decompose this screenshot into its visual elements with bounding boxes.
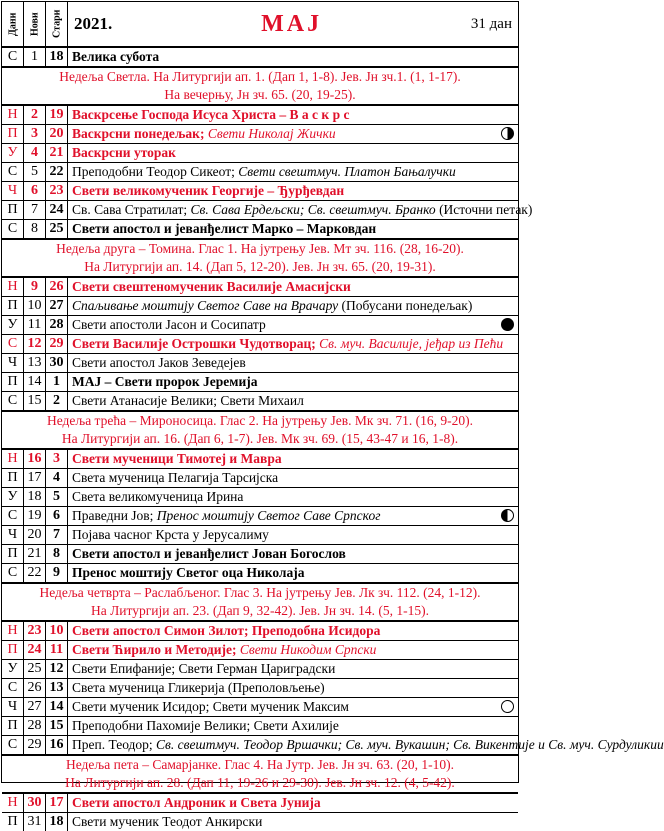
weekday-cell: Н [2, 106, 24, 124]
weekday-cell: С [2, 220, 24, 238]
day-row [2, 506, 518, 525]
feast-text [68, 794, 518, 812]
day-row [2, 200, 533, 219]
feast-text [68, 163, 518, 181]
feast-text [68, 813, 518, 831]
month-title: МАЈ [261, 10, 323, 37]
day-row [2, 678, 518, 697]
day-row [2, 622, 518, 640]
new-date-cell: 2 [24, 106, 46, 124]
weekday-cell: С [2, 564, 24, 582]
feast-text [68, 507, 518, 525]
feast-main: Света мученица Пелагија Тарсијска [72, 470, 279, 485]
feast-text [68, 182, 518, 200]
feast-main: Свети мученик Исидор; Свети мученик Максим [72, 699, 349, 714]
weekday-cell: С [2, 507, 24, 525]
feast-main: Свети великомученик Георгије – Ђурђевдан [72, 183, 345, 198]
weekday-cell: Ч [2, 526, 24, 544]
old-date-cell: 24 [46, 201, 68, 219]
old-date-cell: 30 [46, 354, 68, 372]
feast-main: Праведни Јов; [72, 508, 157, 523]
last-quarter-moon-icon [501, 127, 514, 140]
weekday-cell: П [2, 373, 24, 391]
new-date-cell: 30 [24, 794, 46, 812]
new-date-cell: 24 [24, 641, 46, 659]
new-date-cell: 16 [24, 450, 46, 468]
weekday-cell: П [2, 641, 24, 659]
weekday-cell: С [2, 48, 24, 66]
day-row [2, 468, 518, 487]
day-row [2, 334, 518, 353]
weekday-cell: Н [2, 450, 24, 468]
feast-secondary: Св. свештмуч. Теодор Вршачки; Св. муч. Вукашин; Св. Викентије и Св. муч. Сурдуликии [156, 737, 664, 752]
old-date-cell: 21 [46, 144, 68, 162]
weekday-cell: Ч [2, 354, 24, 372]
feast-text [68, 526, 518, 544]
feast-main: Свети апостол и јеванђелист Јован Богослов [72, 546, 346, 561]
feast-text [68, 144, 518, 162]
feast-secondary: Пренос моштију Светог Саве Српског [156, 508, 381, 523]
feast-text [68, 373, 518, 391]
note-line: На Литургији ап. 23. (Дап 9, 32-42). Јев. Јн зч. 14. (5, 1-15). [91, 603, 429, 618]
day-row [2, 450, 518, 468]
day-row [2, 659, 518, 678]
old-date-cell: 13 [46, 679, 68, 697]
day-row [2, 315, 518, 334]
feast-text [68, 48, 518, 66]
sunday-reading-note [2, 66, 518, 106]
feast-main: Свети Василије Острошки Чудотворац; [72, 336, 320, 351]
feast-text [68, 354, 518, 372]
old-date-cell: 7 [46, 526, 68, 544]
feast-main: Свети апостол Симон Зилот; Преподобна Исидора [72, 623, 381, 638]
old-date-cell: 16 [46, 736, 68, 754]
days-column-label: Дани [7, 12, 19, 36]
new-date-cell: 26 [24, 679, 46, 697]
feast-main: Св. Сава Стратилат; [72, 202, 191, 217]
new-date-cell: 3 [24, 125, 46, 143]
old-style-column-label: Стари [51, 9, 63, 39]
weekday-cell: П [2, 469, 24, 487]
old-date-cell: 27 [46, 297, 68, 315]
day-row [2, 48, 518, 66]
day-row [2, 697, 518, 716]
day-row [2, 162, 518, 181]
day-row [2, 181, 518, 200]
feast-text [68, 106, 518, 124]
feast-main: Спаљивање моштију Светог Саве на Врачару [72, 298, 339, 313]
day-row [2, 544, 518, 563]
new-date-cell: 12 [24, 335, 46, 353]
feast-main: Преп. Теодор; [72, 737, 157, 752]
weekday-cell: Ч [2, 698, 24, 716]
feast-secondary: Свети свештмуч. Платон Бањалучки [238, 164, 456, 179]
note-line: Недеља трећа – Мироносица. Глас 2. На јутрењу Јев. Мк зч. 71. (16, 9-20). [46, 413, 474, 428]
feast-text [68, 220, 518, 238]
note-line: Недеља пета – Самарјанке. Глас 4. На Јутр. Јев. Јн зч. 63. (20, 1-10). [65, 757, 454, 772]
new-date-cell: 8 [24, 220, 46, 238]
feast-main: Преподобни Теодор Сикеот; [72, 164, 239, 179]
feast-secondary: Свети Николај Жички [207, 126, 336, 141]
note-line: Недеља друга – Томина. Глас 1. На јутрењу Јев. Мт зч. 116. (28, 16-20). [56, 241, 464, 256]
feast-main: Света мученица Гликерија (Преполовљење) [72, 680, 325, 695]
old-date-cell: 1 [46, 373, 68, 391]
note-line: На Литургији ап. 28. (Дап 11, 19-26 и 29-30). Јев. Јн зч. 12. (4, 5-42). [65, 775, 455, 790]
new-style-column-label: Нови [29, 12, 41, 36]
new-date-cell: 14 [24, 373, 46, 391]
note-line: На Литургији ап. 16. (Дап 6, 1-7). Јев. Мк зч. 69. (15, 43-47 и 16, 1-8). [61, 431, 459, 446]
old-date-cell: 23 [46, 182, 68, 200]
day-count: 31 дан [470, 15, 512, 32]
old-date-cell: 10 [46, 622, 68, 640]
weekday-cell: Н [2, 794, 24, 812]
new-date-cell: 6 [24, 182, 46, 200]
weekday-cell: Н [2, 622, 24, 640]
old-date-cell: 15 [46, 717, 68, 735]
day-row [2, 106, 518, 124]
old-date-cell: 22 [46, 163, 68, 181]
day-row [2, 525, 518, 544]
feast-text [68, 488, 518, 506]
old-date-cell: 18 [46, 813, 68, 831]
sunday-reading-note [2, 754, 518, 794]
note-line: Недеља Светла. На Литургији ап. 1. (Дап 1, 1-8). Јев. Јн зч.1. (1, 1-17). [59, 69, 461, 84]
day-row [2, 794, 518, 812]
weekday-cell: С [2, 392, 24, 410]
feast-text [68, 545, 518, 563]
old-date-cell: 11 [46, 641, 68, 659]
new-date-cell: 15 [24, 392, 46, 410]
feast-main: Васкрсни понедељак; [72, 126, 208, 141]
feast-main: Свети апостоли Јасон и Сосипатр [72, 317, 266, 332]
feast-text [68, 450, 518, 468]
weekday-cell: П [2, 545, 24, 563]
feast-note: (Источни петак) [435, 202, 533, 217]
weekday-cell: П [2, 813, 24, 831]
old-date-cell: 4 [46, 469, 68, 487]
calendar-body [2, 48, 664, 831]
feast-note: (Побусани понедељак) [338, 298, 473, 313]
day-row [2, 716, 518, 735]
new-date-cell: 29 [24, 736, 46, 754]
day-row [2, 812, 518, 831]
new-date-cell: 4 [24, 144, 46, 162]
day-row [2, 372, 518, 391]
note-line: На Литургији ап. 14. (Дап 5, 12-20). Јев. Јн зч. 65. (20, 19-31). [84, 259, 436, 274]
new-date-cell: 28 [24, 717, 46, 735]
new-date-cell: 13 [24, 354, 46, 372]
year-label: 2021. [74, 14, 113, 33]
first-quarter-moon-icon [501, 509, 514, 522]
old-date-cell: 6 [46, 507, 68, 525]
new-moon-icon [501, 318, 514, 331]
feast-secondary: Св. муч. Василије, јеђар из Пећи [319, 336, 504, 351]
new-date-cell: 23 [24, 622, 46, 640]
new-date-cell: 27 [24, 698, 46, 716]
feast-text [68, 201, 532, 219]
new-date-cell: 17 [24, 469, 46, 487]
day-row [2, 219, 518, 238]
new-date-cell: 20 [24, 526, 46, 544]
feast-main: Пренос моштију Светог оца Николаја [72, 565, 305, 580]
feast-text [68, 564, 518, 582]
feast-main: Свети мученик Теодот Анкирски [72, 814, 263, 829]
weekday-cell: П [2, 297, 24, 315]
feast-secondary: Св. Сава Ердељски; Св. свештмуч. Бранко [190, 202, 436, 217]
full-moon-icon [501, 700, 514, 713]
new-date-cell: 7 [24, 201, 46, 219]
new-date-cell: 21 [24, 545, 46, 563]
feast-main: Свети апостол и јеванђелист Марко – Марковдан [72, 221, 377, 236]
weekday-cell: У [2, 660, 24, 678]
new-date-cell: 10 [24, 297, 46, 315]
feast-main: Свети апостол Андроник и Света Јунија [72, 795, 321, 810]
feast-main: Свети Епифаније; Свети Герман Цариградски [72, 661, 336, 676]
old-date-cell: 26 [46, 278, 68, 296]
feast-text [68, 297, 518, 315]
calendar-page [1, 1, 664, 829]
day-row [2, 563, 518, 582]
old-date-cell: 18 [46, 48, 68, 66]
note-line: Недеља четврта – Раслабљеног. Глас 3. На јутрењу Јев. Лк зч. 112. (24, 1-12). [39, 585, 481, 600]
calendar-header [2, 2, 518, 48]
old-date-cell: 20 [46, 125, 68, 143]
col-days-header [2, 2, 24, 46]
weekday-cell: С [2, 679, 24, 697]
feast-text [68, 736, 664, 754]
day-row [2, 124, 518, 143]
feast-text [68, 717, 518, 735]
weekday-cell: У [2, 144, 24, 162]
feast-main: Свети апостол Јаков Зеведејев [72, 355, 246, 370]
day-row [2, 296, 518, 315]
old-date-cell: 9 [46, 564, 68, 582]
feast-text [68, 698, 518, 716]
feast-text [68, 316, 518, 334]
day-row [2, 640, 518, 659]
col-new-header [24, 2, 46, 46]
old-date-cell: 19 [46, 106, 68, 124]
new-date-cell: 11 [24, 316, 46, 334]
weekday-cell: С [2, 335, 24, 353]
weekday-cell: П [2, 717, 24, 735]
new-date-cell: 22 [24, 564, 46, 582]
feast-text [68, 469, 518, 487]
col-old-header [46, 2, 68, 46]
weekday-cell: Ч [2, 182, 24, 200]
new-date-cell: 1 [24, 48, 46, 66]
old-date-cell: 17 [46, 794, 68, 812]
weekday-cell: У [2, 488, 24, 506]
new-date-cell: 9 [24, 278, 46, 296]
header-title-area [68, 2, 518, 46]
feast-main: Велика субота [72, 49, 160, 64]
weekday-cell: Н [2, 278, 24, 296]
day-row [2, 487, 518, 506]
day-row [2, 143, 518, 162]
feast-text [68, 278, 518, 296]
feast-text [68, 125, 518, 143]
new-date-cell: 18 [24, 488, 46, 506]
sunday-reading-note [2, 410, 518, 450]
day-row [2, 391, 518, 410]
feast-secondary: Свети Никодим Српски [239, 642, 377, 657]
feast-main: Свети Атанасије Велики; Свети Михаил [72, 393, 304, 408]
old-date-cell: 29 [46, 335, 68, 353]
note-line: На вечерњу, Јн зч. 65. (20, 19-25). [164, 87, 356, 102]
feast-text [68, 392, 518, 410]
old-date-cell: 2 [46, 392, 68, 410]
new-date-cell: 5 [24, 163, 46, 181]
old-date-cell: 28 [46, 316, 68, 334]
feast-text [68, 679, 518, 697]
weekday-cell: П [2, 201, 24, 219]
feast-text [68, 622, 518, 640]
old-date-cell: 14 [46, 698, 68, 716]
feast-main: Света великомученица Ирина [72, 489, 244, 504]
weekday-cell: У [2, 316, 24, 334]
sunday-reading-note [2, 582, 518, 622]
feast-text [68, 660, 518, 678]
feast-main: Васкрсење Господа Исуса Христа – В а с к р с [72, 107, 350, 122]
day-row [2, 353, 518, 372]
day-row [2, 735, 664, 754]
old-date-cell: 3 [46, 450, 68, 468]
weekday-cell: С [2, 736, 24, 754]
old-date-cell: 5 [46, 488, 68, 506]
feast-main: Свети мученици Тимотеј и Мавра [72, 451, 282, 466]
feast-main: Свети Ћирило и Методије; [72, 642, 240, 657]
new-date-cell: 31 [24, 813, 46, 831]
day-row [2, 278, 518, 296]
weekday-cell: С [2, 163, 24, 181]
feast-main: Појава часног Крста у Јерусалиму [72, 527, 269, 542]
old-date-cell: 25 [46, 220, 68, 238]
feast-text [68, 335, 518, 353]
old-date-cell: 8 [46, 545, 68, 563]
feast-text [68, 641, 518, 659]
feast-main: Васкрсни уторак [72, 145, 176, 160]
feast-main: МАЈ – Свети пророк Јеремија [72, 374, 258, 389]
feast-main: Преподобни Пахомије Велики; Свети Ахилије [72, 718, 339, 733]
new-date-cell: 19 [24, 507, 46, 525]
new-date-cell: 25 [24, 660, 46, 678]
weekday-cell: П [2, 125, 24, 143]
old-date-cell: 12 [46, 660, 68, 678]
sunday-reading-note [2, 238, 518, 278]
feast-main: Свети свештеномученик Василије Амасијски [72, 279, 351, 294]
